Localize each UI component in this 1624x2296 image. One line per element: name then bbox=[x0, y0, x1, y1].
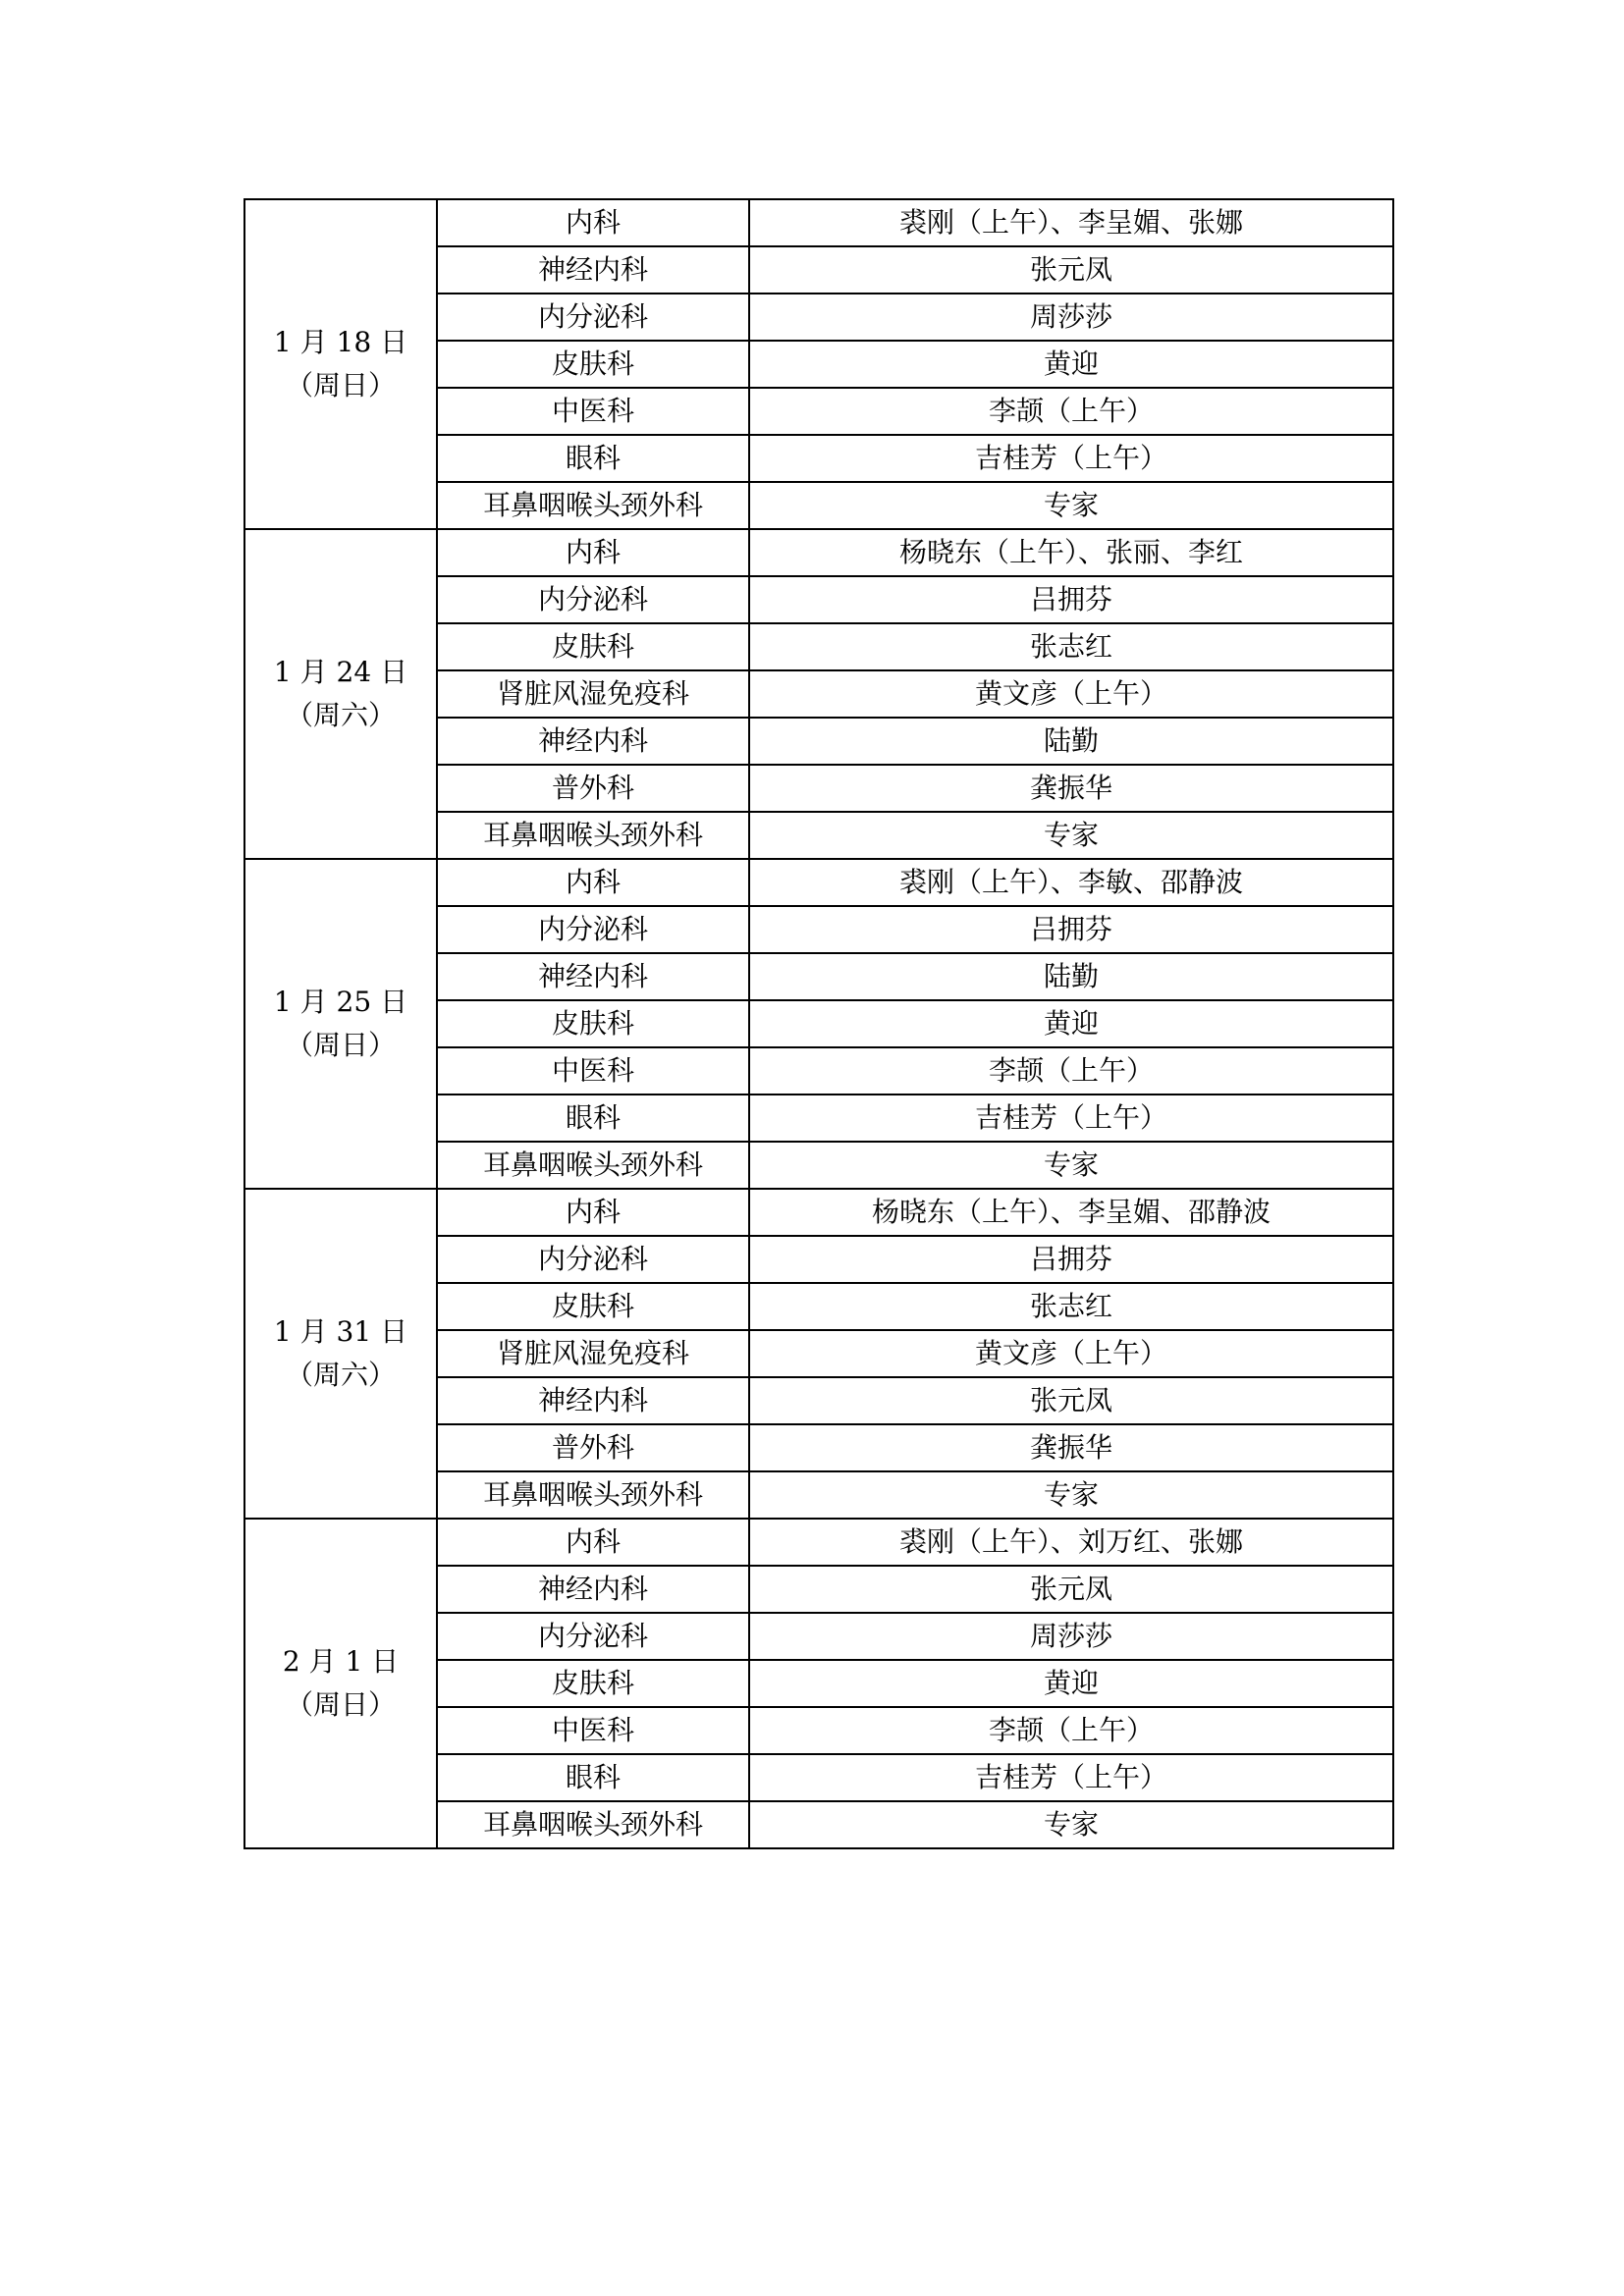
department-cell: 眼科 bbox=[437, 1754, 749, 1801]
department-cell: 耳鼻咽喉头颈外科 bbox=[437, 1142, 749, 1189]
doctors-cell: 张元凤 bbox=[749, 1377, 1393, 1424]
doctors-cell: 李颉（上午） bbox=[749, 388, 1393, 435]
doctors-cell: 黄文彦（上午） bbox=[749, 1330, 1393, 1377]
department-cell: 中医科 bbox=[437, 1047, 749, 1095]
doctors-cell: 专家 bbox=[749, 812, 1393, 859]
date-label: 1 月 24 日 bbox=[273, 656, 408, 688]
department-cell: 中医科 bbox=[437, 388, 749, 435]
doctors-cell: 裘刚（上午）、刘万红、张娜 bbox=[749, 1519, 1393, 1566]
date-cell bbox=[244, 1189, 437, 1519]
doctors-cell: 张志红 bbox=[749, 623, 1393, 670]
doctors-cell: 吕拥芬 bbox=[749, 906, 1393, 953]
department-cell: 内分泌科 bbox=[437, 1613, 749, 1660]
department-cell: 肾脏风湿免疫科 bbox=[437, 1330, 749, 1377]
department-cell: 皮肤科 bbox=[437, 1283, 749, 1330]
doctors-cell: 吕拥芬 bbox=[749, 1236, 1393, 1283]
doctors-cell: 专家 bbox=[749, 1142, 1393, 1189]
department-cell: 皮肤科 bbox=[437, 341, 749, 388]
department-cell: 眼科 bbox=[437, 1095, 749, 1142]
department-cell: 耳鼻咽喉头颈外科 bbox=[437, 1471, 749, 1519]
weekday-label: （周日） bbox=[285, 369, 396, 401]
department-cell: 内科 bbox=[437, 1189, 749, 1236]
department-cell: 内科 bbox=[437, 859, 749, 906]
schedule-table bbox=[244, 198, 1394, 1849]
date-cell bbox=[244, 529, 437, 859]
doctors-cell: 黄文彦（上午） bbox=[749, 670, 1393, 718]
department-cell: 中医科 bbox=[437, 1707, 749, 1754]
date-label: 1 月 25 日 bbox=[273, 986, 408, 1018]
doctors-cell: 陆勤 bbox=[749, 718, 1393, 765]
department-cell: 神经内科 bbox=[437, 718, 749, 765]
weekday-label: （周六） bbox=[285, 699, 396, 731]
department-cell: 神经内科 bbox=[437, 953, 749, 1000]
table-row bbox=[244, 529, 1393, 576]
department-cell: 内分泌科 bbox=[437, 906, 749, 953]
department-cell: 肾脏风湿免疫科 bbox=[437, 670, 749, 718]
doctors-cell: 专家 bbox=[749, 482, 1393, 529]
doctors-cell: 张元凤 bbox=[749, 246, 1393, 294]
doctors-cell: 裘刚（上午）、李敏、邵静波 bbox=[749, 859, 1393, 906]
department-cell: 耳鼻咽喉头颈外科 bbox=[437, 482, 749, 529]
doctors-cell: 吉桂芳（上午） bbox=[749, 435, 1393, 482]
date-cell bbox=[244, 199, 437, 529]
doctors-cell: 黄迎 bbox=[749, 1660, 1393, 1707]
department-cell: 普外科 bbox=[437, 765, 749, 812]
department-cell: 内科 bbox=[437, 199, 749, 246]
doctors-cell: 吕拥芬 bbox=[749, 576, 1393, 623]
doctors-cell: 周莎莎 bbox=[749, 294, 1393, 341]
department-cell: 内分泌科 bbox=[437, 576, 749, 623]
doctors-cell: 裘刚（上午）、李呈媚、张娜 bbox=[749, 199, 1393, 246]
doctors-cell: 吉桂芳（上午） bbox=[749, 1754, 1393, 1801]
date-label: 1 月 31 日 bbox=[273, 1315, 408, 1348]
department-cell: 眼科 bbox=[437, 435, 749, 482]
department-cell: 内分泌科 bbox=[437, 294, 749, 341]
department-cell: 普外科 bbox=[437, 1424, 749, 1471]
doctors-cell: 李颉（上午） bbox=[749, 1707, 1393, 1754]
department-cell: 皮肤科 bbox=[437, 1660, 749, 1707]
weekday-label: （周日） bbox=[285, 1688, 396, 1721]
weekday-label: （周六） bbox=[285, 1359, 396, 1391]
doctors-cell: 陆勤 bbox=[749, 953, 1393, 1000]
table-row bbox=[244, 859, 1393, 906]
doctors-cell: 黄迎 bbox=[749, 341, 1393, 388]
department-cell: 皮肤科 bbox=[437, 1000, 749, 1047]
doctors-cell: 专家 bbox=[749, 1471, 1393, 1519]
department-cell: 皮肤科 bbox=[437, 623, 749, 670]
department-cell: 神经内科 bbox=[437, 246, 749, 294]
department-cell: 内科 bbox=[437, 529, 749, 576]
doctors-cell: 杨晓东（上午）、李呈媚、邵静波 bbox=[749, 1189, 1393, 1236]
department-cell: 耳鼻咽喉头颈外科 bbox=[437, 1801, 749, 1848]
table-row bbox=[244, 1519, 1393, 1566]
department-cell: 耳鼻咽喉头颈外科 bbox=[437, 812, 749, 859]
table-row bbox=[244, 1189, 1393, 1236]
department-cell: 神经内科 bbox=[437, 1566, 749, 1613]
doctors-cell: 专家 bbox=[749, 1801, 1393, 1848]
department-cell: 内分泌科 bbox=[437, 1236, 749, 1283]
doctors-cell: 吉桂芳（上午） bbox=[749, 1095, 1393, 1142]
date-label: 1 月 18 日 bbox=[273, 326, 408, 358]
doctors-cell: 周莎莎 bbox=[749, 1613, 1393, 1660]
table-row bbox=[244, 199, 1393, 246]
department-cell: 内科 bbox=[437, 1519, 749, 1566]
doctors-cell: 张志红 bbox=[749, 1283, 1393, 1330]
doctors-cell: 龚振华 bbox=[749, 1424, 1393, 1471]
department-cell: 神经内科 bbox=[437, 1377, 749, 1424]
doctors-cell: 杨晓东（上午）、张丽、李红 bbox=[749, 529, 1393, 576]
date-cell bbox=[244, 1519, 437, 1848]
doctors-cell: 黄迎 bbox=[749, 1000, 1393, 1047]
weekday-label: （周日） bbox=[285, 1029, 396, 1061]
doctors-cell: 李颉（上午） bbox=[749, 1047, 1393, 1095]
date-cell bbox=[244, 859, 437, 1189]
date-label: 2 月 1 日 bbox=[282, 1645, 400, 1678]
schedule-table-body bbox=[244, 199, 1393, 1848]
doctors-cell: 张元凤 bbox=[749, 1566, 1393, 1613]
doctors-cell: 龚振华 bbox=[749, 765, 1393, 812]
